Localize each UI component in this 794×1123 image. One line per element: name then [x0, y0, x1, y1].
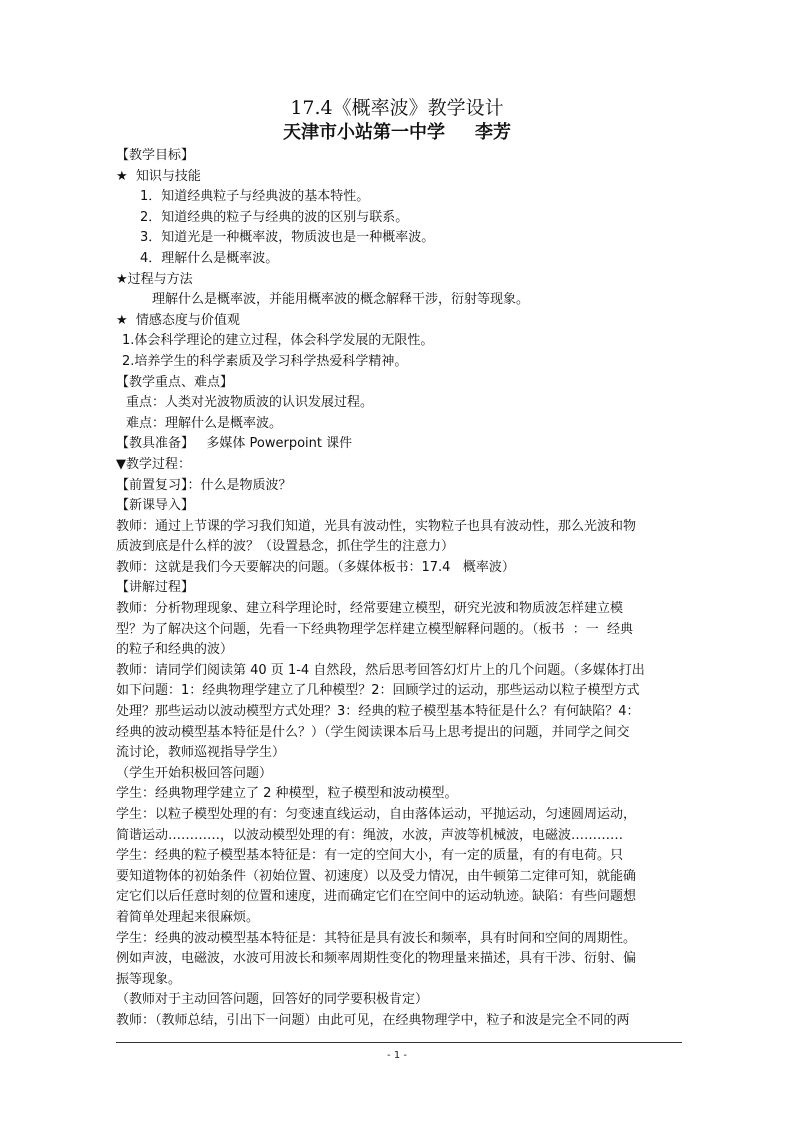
text-line: 振等现象。 [116, 971, 182, 987]
section-heading: ▼教学过程： [116, 456, 191, 472]
section-heading: 【教具准备】 多媒体 Powerpoint 课件 [116, 436, 353, 452]
text-line: 教师：分析物理现象、建立科学理论时，经常要建立模型，研究光波和物质波怎样建立模 [116, 601, 624, 617]
text-line: 学生：以粒子模型处理的有：匀变速直线运动，自由落体运动，平抛运动，匀速圆周运动， [116, 807, 637, 822]
text-line: 教师：（教师总结，引出下一问题）由此可见，在经典物理学中，粒子和波是完全不同的两 [116, 1012, 630, 1028]
text-line: 的粒子和经典的波） [116, 642, 234, 658]
text-line: 型？为了解决这个问题，先看一下经典物理学怎样建立模型解释问题的。（板书 ：一 经典 [116, 621, 634, 637]
text-line: 教师：这就是我们今天要解决的问题。（多媒体板书：17.4 概率波） [116, 559, 515, 575]
document-body [116, 146, 686, 1032]
subsection-heading: ★过程与方法 [116, 271, 193, 287]
paragraph: 重点：人类对光波物质波的认识发展过程。 [126, 395, 374, 411]
document-title: 17.4《概率波》教学设计 [290, 97, 504, 119]
text-line: 教师：通过上节课的学习我们知道，光具有波动性，实物粒子也具有波动性，那么光波和物 [116, 518, 637, 534]
text-line: 例如声波，电磁波，水波可用波长和频率周期性变化的物理量来描述，具有干涉、衍射、偏 [116, 951, 637, 967]
text-line: 学生：经典的波动模型基本特征是：其特征是具有波长和频率，具有时间和空间的周期性。 [116, 930, 637, 946]
list-item: 2．知道经典的粒子与经典的波的区别与联系。 [140, 209, 409, 225]
list-item: 1.体会科学理论的建立过程，体会科学发展的无限性。 [122, 333, 434, 349]
text-line: 简谐运动…………，以波动模型处理的有：绳波，水波，声波等机械波，电磁波………… [116, 827, 624, 843]
subsection-heading: ★ 知识与技能 [116, 168, 201, 184]
page-number: - 1 - [387, 1050, 407, 1061]
list-item: 1．知道经典粒子与经典波的基本特性。 [140, 189, 370, 205]
section-heading: 【教学目标】 [116, 148, 195, 163]
section-heading: 【新课导入】 [116, 498, 195, 514]
text-line: 经典的波动模型基本特征是什么？）（学生阅读课本后马上思考提出的问题，并同学之间交 [116, 724, 630, 740]
text-line: 教师：请同学们阅读第 40 页 1-4 自然段，然后思考回答幻灯片上的几个问题。（多媒体打出 [116, 662, 645, 678]
school-name: 天津市小站第一中学 [283, 122, 445, 143]
author-name: 李芳 [475, 122, 511, 143]
document-subtitle [0, 121, 794, 145]
paragraph: 理解什么是概率波，并能用概率波的概念解释干涉，衍射等现象。 [152, 292, 530, 308]
text-line: 着简单处理起来很麻烦。 [116, 909, 260, 925]
list-item: 2.培养学生的科学素质及学习科学热爱科学精神。 [122, 353, 408, 369]
text-line: 定它们以后任意时刻的位置和速度，进而确定它们在空间中的运动轨迹。缺陷：有些问题想 [116, 889, 637, 905]
text-line: （学生开始积极回答问题） [116, 765, 273, 781]
subsection-heading: ★ 情感态度与价值观 [116, 312, 240, 328]
text-line: 处理？那些运动以波动模型方式处理？3：经典的粒子模型基本特征是什么？有何缺陷？4： [116, 704, 640, 720]
list-item: 4．理解什么是概率波。 [140, 250, 279, 266]
paragraph: 难点：理解什么是概率波。 [126, 415, 283, 431]
section-heading: 【前置复习】：什么是物质波？ [116, 477, 292, 493]
text-line: （教师对于主动回答问题，回答好的同学要积极肯定） [116, 992, 429, 1008]
text-line: 如下问题：1：经典物理学建立了几种模型？2：回顾学过的运动，那些运动以粒子模型方式 [116, 683, 640, 699]
text-line: 学生：经典物理学建立了 2 种模型，粒子模型和波动模型。 [116, 786, 458, 802]
footer-divider [116, 1042, 682, 1043]
text-line: 学生：经典的粒子模型基本特征是：有一定的空间大小，有一定的质量，有的有电荷。只 [116, 848, 624, 864]
text-line: 流讨论，教师巡视指导学生） [116, 745, 286, 761]
section-heading: 【教学重点、难点】 [116, 374, 234, 390]
text-line: 要知道物体的初始条件（初始位置、初速度）以及受力情况，由牛顿第二定律可知，就能确 [116, 868, 637, 884]
list-item: 3．知道光是一种概率波，物质波也是一种概率波。 [140, 230, 435, 246]
section-heading: 【讲解过程】 [116, 580, 195, 596]
text-line: 质波到底是什么样的波？（设置悬念，抓住学生的注意力） [116, 539, 455, 555]
